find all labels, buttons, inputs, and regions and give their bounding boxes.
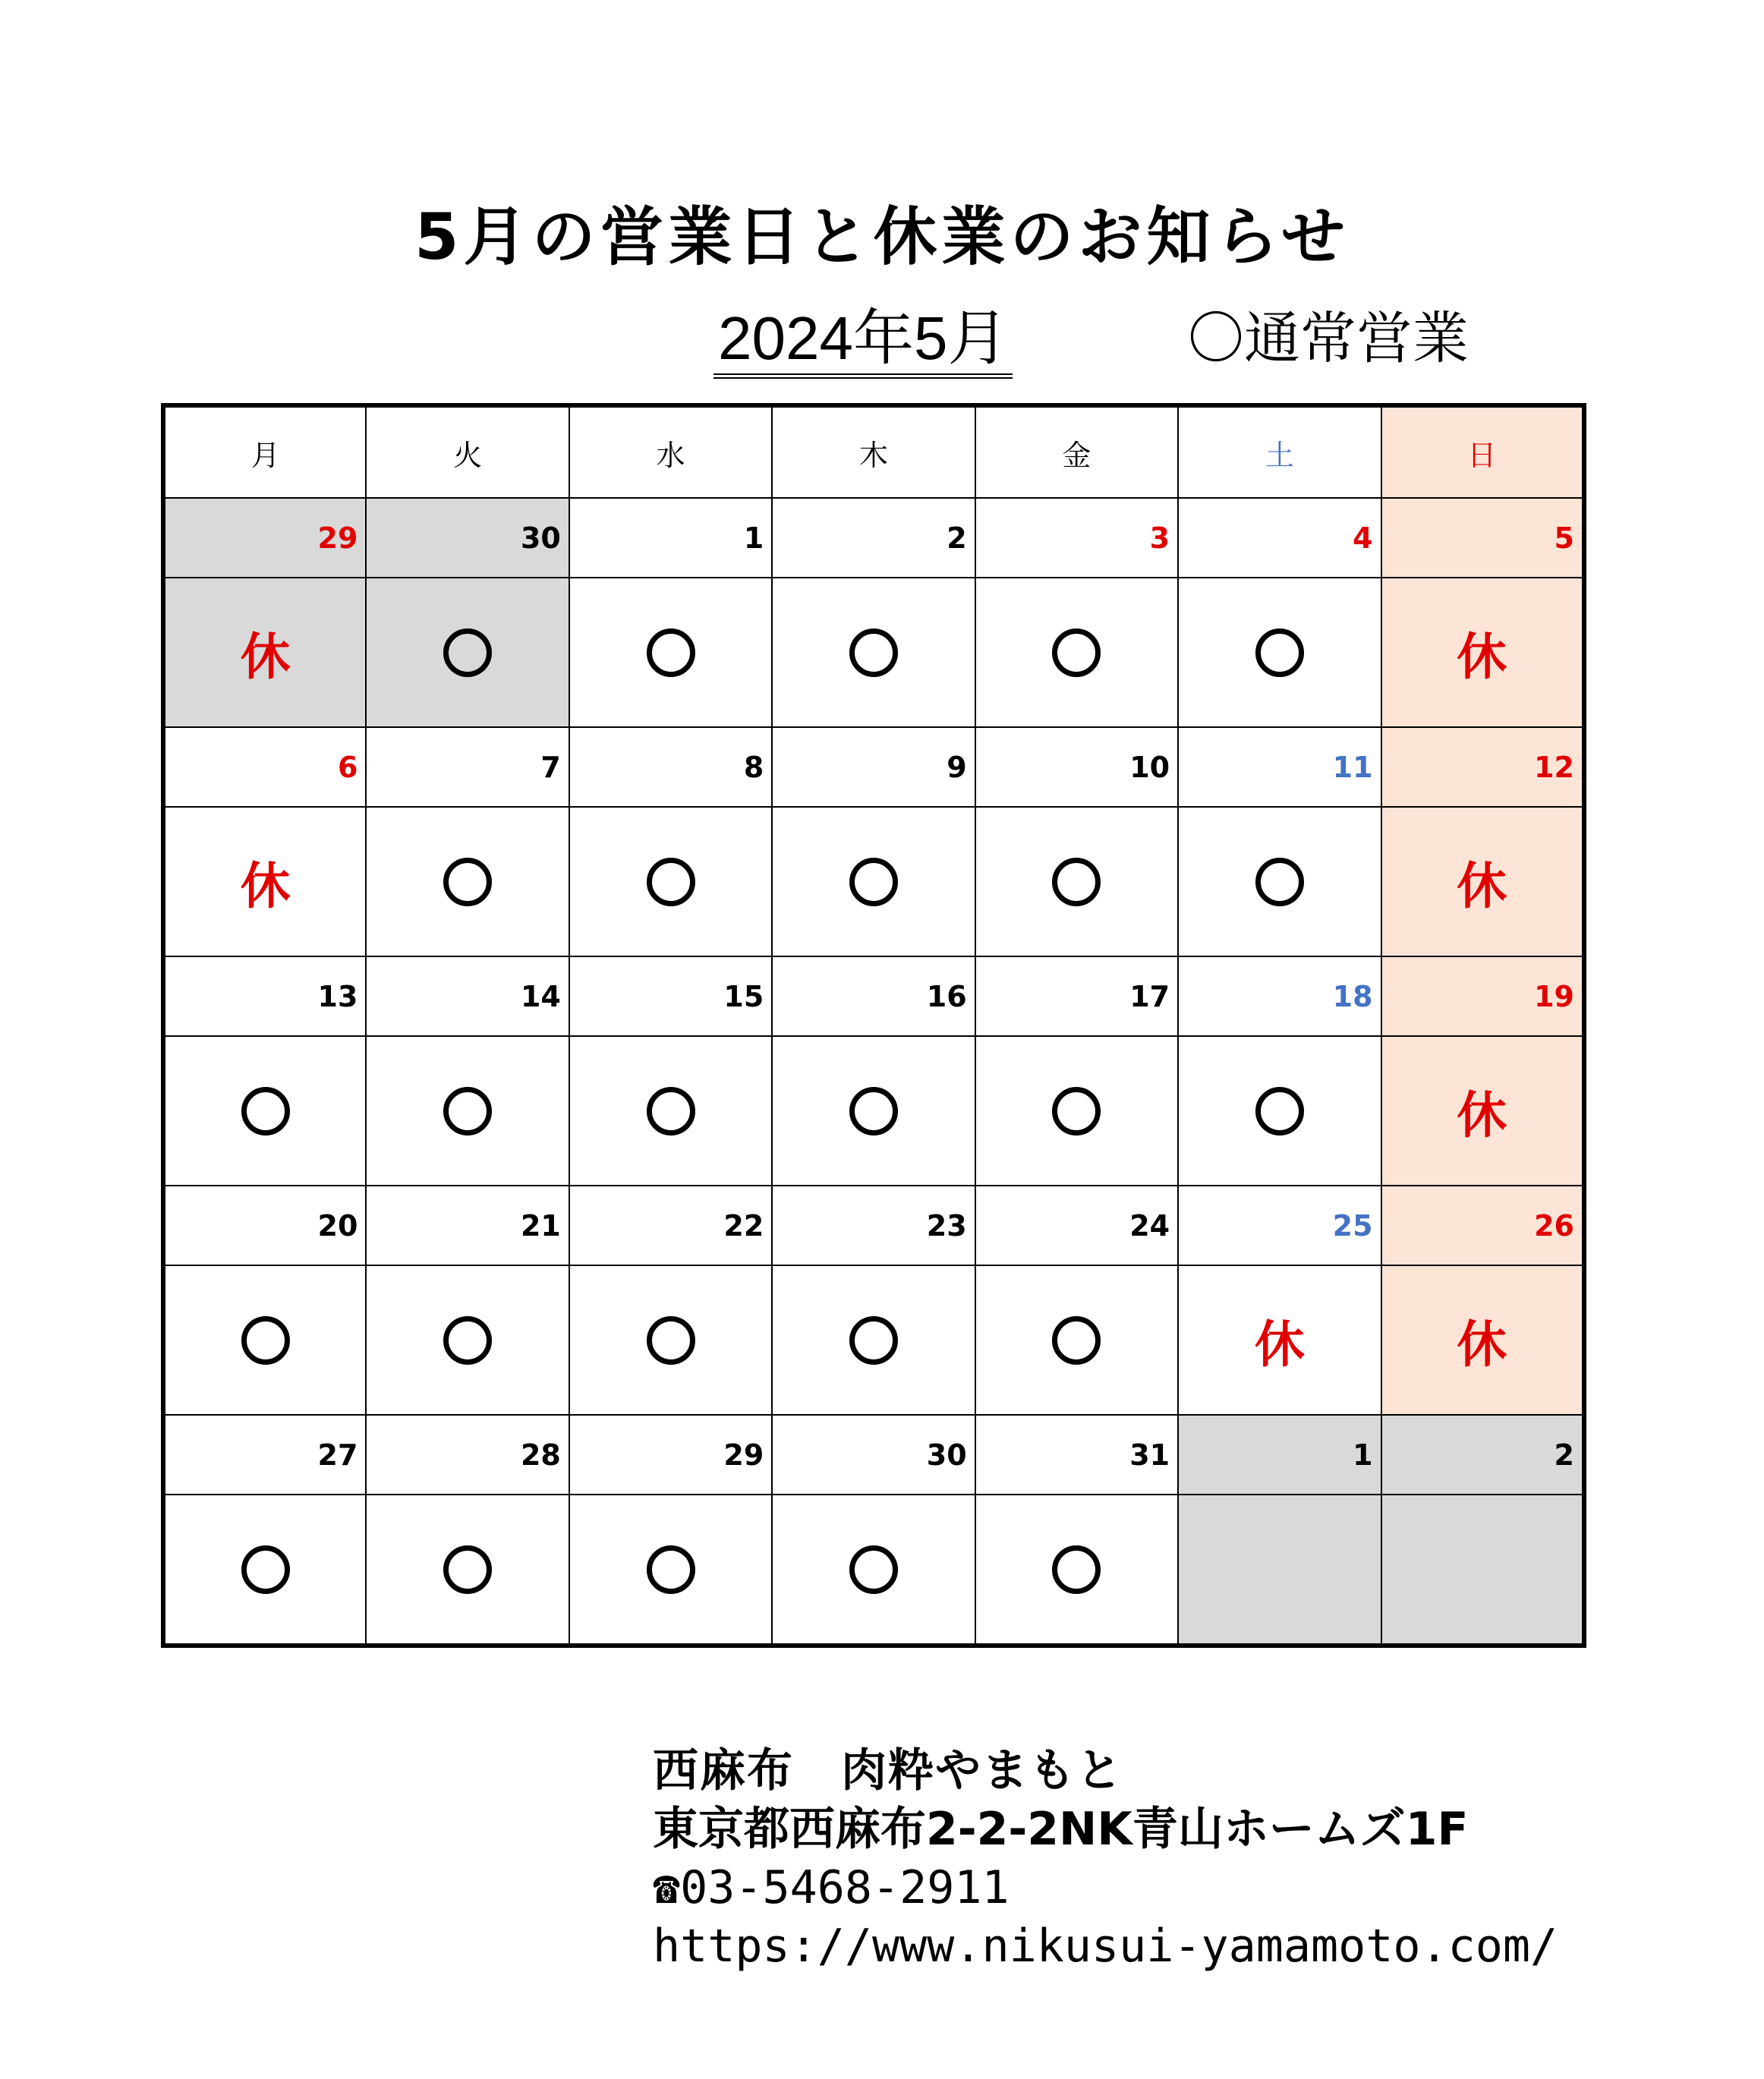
open-circle-icon xyxy=(1052,858,1101,906)
open-circle-icon xyxy=(241,1545,290,1594)
date-row xyxy=(163,1415,1584,1495)
status-cell xyxy=(975,807,1178,956)
open-circle-icon xyxy=(1052,628,1101,677)
weekday-tue: 火 xyxy=(366,405,569,498)
open-circle-icon xyxy=(443,1087,492,1136)
date-cell: 29 xyxy=(569,1415,772,1495)
date-cell: 4 xyxy=(1178,498,1381,578)
date-row xyxy=(163,956,1584,1036)
closed-mark: 休 xyxy=(1457,1315,1507,1374)
weekday-thu: 木 xyxy=(772,405,975,498)
date-row xyxy=(163,727,1584,807)
date-cell: 22 xyxy=(569,1186,772,1265)
date-cell: 17 xyxy=(975,956,1178,1036)
status-cell xyxy=(772,578,975,727)
date-cell: 11 xyxy=(1178,727,1381,807)
date-cell: 25 xyxy=(1178,1186,1381,1265)
open-circle-icon xyxy=(647,1087,695,1136)
shop-address: 東京都西麻布2-2-2NK青山ホームズ1F xyxy=(653,1803,1469,1856)
date-cell: 30 xyxy=(772,1415,975,1495)
date-cell: 7 xyxy=(366,727,569,807)
closed-mark: 休 xyxy=(240,628,291,686)
status-cell xyxy=(1381,1265,1584,1415)
calendar-table xyxy=(161,403,1586,1648)
open-circle-icon xyxy=(1255,1087,1304,1136)
status-cell xyxy=(366,1265,569,1415)
status-cell xyxy=(772,807,975,956)
status-cell xyxy=(163,1036,366,1186)
closed-mark: 休 xyxy=(1457,1086,1507,1145)
date-cell: 30 xyxy=(366,498,569,578)
open-circle-icon xyxy=(849,1316,898,1365)
date-cell: 1 xyxy=(569,498,772,578)
status-cell xyxy=(163,807,366,956)
status-cell xyxy=(569,1495,772,1646)
open-circle-icon xyxy=(849,858,898,906)
date-row xyxy=(163,1186,1584,1265)
open-circle-icon xyxy=(1052,1316,1101,1365)
date-cell: 10 xyxy=(975,727,1178,807)
status-cell xyxy=(1381,578,1584,727)
status-cell xyxy=(163,1495,366,1646)
status-cell xyxy=(569,1036,772,1186)
date-cell: 23 xyxy=(772,1186,975,1265)
closed-mark: 休 xyxy=(1254,1315,1305,1374)
status-cell xyxy=(975,1265,1178,1415)
footer-contact xyxy=(653,1742,1558,1976)
status-cell xyxy=(366,807,569,956)
closed-mark: 休 xyxy=(1457,857,1507,915)
weekday-sat: 土 xyxy=(1178,405,1381,498)
date-cell: 13 xyxy=(163,956,366,1036)
date-cell: 8 xyxy=(569,727,772,807)
open-circle-icon xyxy=(849,628,898,677)
status-cell xyxy=(1178,807,1381,956)
status-cell xyxy=(163,578,366,727)
date-cell: 1 xyxy=(1178,1415,1381,1495)
status-row xyxy=(163,1265,1584,1415)
date-cell: 5 xyxy=(1381,498,1584,578)
date-cell: 29 xyxy=(163,498,366,578)
date-cell: 16 xyxy=(772,956,975,1036)
status-cell xyxy=(1178,1495,1381,1646)
open-circle-icon xyxy=(647,628,695,677)
closed-mark: 休 xyxy=(240,857,291,915)
status-cell xyxy=(1381,1036,1584,1186)
status-cell xyxy=(975,1495,1178,1646)
status-cell xyxy=(772,1495,975,1646)
date-cell: 19 xyxy=(1381,956,1584,1036)
status-cell xyxy=(975,578,1178,727)
status-cell xyxy=(569,1265,772,1415)
date-cell: 27 xyxy=(163,1415,366,1495)
date-cell: 24 xyxy=(975,1186,1178,1265)
status-row xyxy=(163,807,1584,956)
weekday-header-row xyxy=(163,405,1584,498)
date-cell: 31 xyxy=(975,1415,1178,1495)
month-label: 2024年5月 xyxy=(713,304,1013,379)
status-cell xyxy=(975,1036,1178,1186)
open-circle-icon xyxy=(241,1087,290,1136)
legend-normal-business: 〇通常営業 xyxy=(1188,306,1469,371)
date-cell: 28 xyxy=(366,1415,569,1495)
weekday-wed: 水 xyxy=(569,405,772,498)
date-cell: 14 xyxy=(366,956,569,1036)
date-cell: 20 xyxy=(163,1186,366,1265)
status-cell xyxy=(1178,1265,1381,1415)
date-cell: 15 xyxy=(569,956,772,1036)
page-title: 5月の営業日と休業のお知らせ xyxy=(414,200,1350,274)
open-circle-icon xyxy=(443,1316,492,1365)
closed-mark: 休 xyxy=(1457,628,1507,686)
status-cell xyxy=(366,1495,569,1646)
status-row xyxy=(163,578,1584,727)
open-circle-icon xyxy=(647,1316,695,1365)
status-cell xyxy=(1381,807,1584,956)
shop-phone: ☎03-5468-2911 xyxy=(653,1861,1010,1914)
open-circle-icon xyxy=(1255,858,1304,906)
weekday-sun: 日 xyxy=(1381,405,1584,498)
status-cell xyxy=(569,807,772,956)
date-cell: 26 xyxy=(1381,1186,1584,1265)
date-cell: 6 xyxy=(163,727,366,807)
status-cell xyxy=(1178,1036,1381,1186)
open-circle-icon xyxy=(849,1545,898,1594)
shop-name: 西麻布 肉粋やまもと xyxy=(653,1744,1123,1797)
weekday-fri: 金 xyxy=(975,405,1178,498)
open-circle-icon xyxy=(647,858,695,906)
status-cell xyxy=(1381,1495,1584,1646)
status-cell xyxy=(1178,578,1381,727)
open-circle-icon xyxy=(849,1087,898,1136)
status-cell xyxy=(366,1036,569,1186)
date-cell: 12 xyxy=(1381,727,1584,807)
shop-url[interactable]: https://www.nikusui-yamamoto.com/ xyxy=(653,1920,1558,1973)
open-circle-icon xyxy=(647,1545,695,1594)
date-cell: 2 xyxy=(772,498,975,578)
open-circle-icon xyxy=(1052,1087,1101,1136)
status-cell xyxy=(772,1036,975,1186)
date-cell: 18 xyxy=(1178,956,1381,1036)
status-cell xyxy=(366,578,569,727)
open-circle-icon xyxy=(1255,628,1304,677)
open-circle-icon xyxy=(1052,1545,1101,1594)
date-cell: 2 xyxy=(1381,1415,1584,1495)
status-row xyxy=(163,1036,1584,1186)
weekday-mon: 月 xyxy=(163,405,366,498)
open-circle-icon xyxy=(443,858,492,906)
open-circle-icon xyxy=(443,1545,492,1594)
date-cell: 3 xyxy=(975,498,1178,578)
status-cell xyxy=(569,578,772,727)
date-cell: 9 xyxy=(772,727,975,807)
open-circle-icon xyxy=(241,1316,290,1365)
date-row xyxy=(163,498,1584,578)
date-cell: 21 xyxy=(366,1186,569,1265)
status-cell xyxy=(163,1265,366,1415)
open-circle-icon xyxy=(443,628,492,677)
status-cell xyxy=(772,1265,975,1415)
status-row xyxy=(163,1495,1584,1646)
